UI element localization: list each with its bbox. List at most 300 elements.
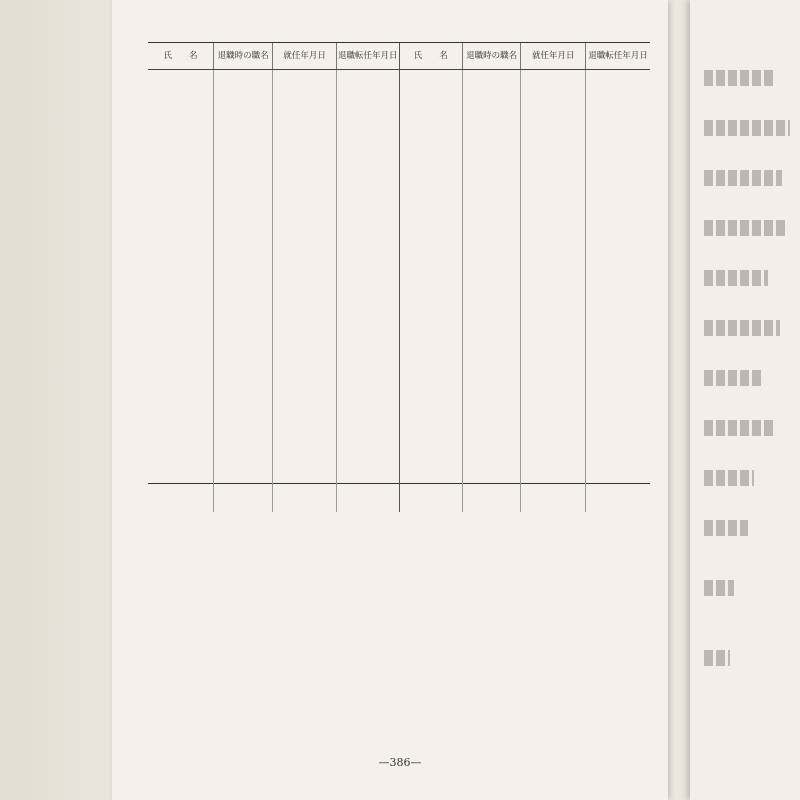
table-cell — [336, 470, 398, 484]
table-cell — [336, 429, 398, 443]
table-cell — [399, 263, 462, 277]
table-cell — [462, 194, 521, 208]
table-cell — [462, 222, 521, 236]
table-cell — [273, 470, 336, 484]
table-cell — [148, 387, 214, 401]
table-cell — [462, 263, 521, 277]
table-row — [148, 456, 399, 470]
table-cell — [462, 305, 521, 319]
table-cell — [462, 443, 521, 457]
table-cell — [462, 318, 521, 332]
table-cell — [214, 167, 273, 181]
table-cell — [148, 139, 214, 153]
table-cell — [585, 263, 650, 277]
column-header: 氏 名 — [399, 43, 462, 70]
table-cell — [214, 222, 273, 236]
table-cell — [462, 70, 521, 84]
table-cell — [273, 70, 336, 84]
table-cell — [214, 387, 273, 401]
table-cell — [521, 291, 586, 305]
table-cell — [148, 180, 214, 194]
table-cell — [148, 456, 214, 470]
table-cell — [399, 194, 462, 208]
table-cell — [336, 125, 398, 139]
column-header: 就任年月日 — [521, 43, 586, 70]
staff-table-right — [399, 43, 650, 512]
table-row — [399, 153, 650, 167]
table-cell — [336, 208, 398, 222]
table-cell — [399, 291, 462, 305]
table-cell — [148, 415, 214, 429]
table-cell — [214, 208, 273, 222]
table-cell — [148, 208, 214, 222]
table-cell — [399, 208, 462, 222]
table-row — [399, 401, 650, 415]
table-cell — [336, 443, 398, 457]
table-cell — [399, 360, 462, 374]
table-cell — [462, 139, 521, 153]
table-cell — [585, 305, 650, 319]
table-row — [148, 208, 399, 222]
table-cell — [214, 360, 273, 374]
table-cell — [214, 84, 273, 98]
table-cell — [336, 360, 398, 374]
table-cell — [148, 111, 214, 125]
table-cell — [462, 429, 521, 443]
adjacent-page-text — [690, 0, 800, 800]
table-row — [148, 84, 399, 98]
table-cell — [399, 222, 462, 236]
table-cell — [214, 70, 273, 84]
table-row — [148, 153, 399, 167]
table-cell — [462, 98, 521, 112]
table-cell — [148, 291, 214, 305]
table-cell — [585, 180, 650, 194]
table-row — [399, 456, 650, 470]
table-cell — [148, 332, 214, 346]
table-cell — [273, 291, 336, 305]
table-row — [399, 236, 650, 250]
table-row — [148, 470, 399, 484]
table-cell — [585, 318, 650, 332]
table-cell — [273, 456, 336, 470]
staff-table-left — [148, 43, 399, 512]
table-cell — [273, 374, 336, 388]
table-cell — [462, 346, 521, 360]
table-cell — [336, 401, 398, 415]
table-cell — [273, 111, 336, 125]
table-row — [399, 415, 650, 429]
table-cell — [521, 236, 586, 250]
table-cell — [585, 249, 650, 263]
table-row — [148, 443, 399, 457]
table-cell — [273, 263, 336, 277]
table-row — [399, 332, 650, 346]
table-cell — [399, 415, 462, 429]
table-header-row — [399, 43, 650, 70]
table-cell — [273, 318, 336, 332]
table-cell — [336, 277, 398, 291]
table-cell — [521, 98, 586, 112]
table-cell — [521, 332, 586, 346]
table-row — [148, 291, 399, 305]
table-cell — [521, 139, 586, 153]
table-cell — [148, 249, 214, 263]
table-cell — [462, 153, 521, 167]
table-cell — [399, 153, 462, 167]
table-cell — [214, 456, 273, 470]
table-cell — [399, 318, 462, 332]
table-row — [399, 498, 650, 512]
table-cell — [273, 84, 336, 98]
table-cell — [214, 443, 273, 457]
table-cell — [585, 374, 650, 388]
table-cell — [462, 208, 521, 222]
table-row — [399, 167, 650, 181]
table-cell — [214, 111, 273, 125]
table-cell — [585, 236, 650, 250]
table-row — [148, 236, 399, 250]
table-cell — [521, 498, 586, 512]
table-cell — [214, 498, 273, 512]
table-cell — [336, 111, 398, 125]
table-cell — [585, 125, 650, 139]
table-cell — [214, 415, 273, 429]
page-number: —386— — [378, 756, 422, 769]
table-cell — [585, 484, 650, 498]
table-cell — [462, 291, 521, 305]
table-cell — [399, 387, 462, 401]
table-cell — [399, 249, 462, 263]
table-cell — [521, 222, 586, 236]
table-cell — [214, 346, 273, 360]
table-cell — [399, 470, 462, 484]
table-cell — [273, 194, 336, 208]
table-cell — [214, 153, 273, 167]
table-cell — [399, 498, 462, 512]
table-cell — [462, 249, 521, 263]
table-cell — [273, 498, 336, 512]
table-row — [148, 222, 399, 236]
table-row — [399, 305, 650, 319]
table-row — [148, 277, 399, 291]
table-cell — [214, 291, 273, 305]
table-cell — [148, 374, 214, 388]
table-cell — [336, 415, 398, 429]
table-row — [399, 139, 650, 153]
table-row — [148, 332, 399, 346]
table-cell — [521, 208, 586, 222]
table-row — [148, 125, 399, 139]
table-cell — [462, 484, 521, 498]
table-cell — [214, 318, 273, 332]
table-cell — [148, 125, 214, 139]
table-row — [148, 70, 399, 84]
table-row — [399, 98, 650, 112]
table-cell — [273, 249, 336, 263]
table-cell — [399, 429, 462, 443]
table-row — [399, 222, 650, 236]
table-cell — [273, 125, 336, 139]
table-cell — [521, 470, 586, 484]
table-row — [399, 484, 650, 498]
table-cell — [462, 332, 521, 346]
table-row — [399, 291, 650, 305]
table-cell — [336, 70, 398, 84]
table-cell — [585, 111, 650, 125]
column-header: 退職時の職名 — [214, 43, 273, 70]
table-cell — [521, 125, 586, 139]
table-cell — [148, 360, 214, 374]
table-cell — [214, 305, 273, 319]
table-cell — [214, 401, 273, 415]
table-cell — [399, 139, 462, 153]
table-cell — [521, 387, 586, 401]
table-cell — [399, 84, 462, 98]
table-cell — [273, 401, 336, 415]
table-cell — [273, 236, 336, 250]
table-cell — [336, 194, 398, 208]
table-cell — [462, 470, 521, 484]
table-cell — [585, 70, 650, 84]
table-row — [399, 374, 650, 388]
table-row — [148, 498, 399, 512]
table-cell — [273, 208, 336, 222]
table-cell — [336, 346, 398, 360]
table-cell — [399, 111, 462, 125]
table-cell — [214, 249, 273, 263]
table-cell — [214, 139, 273, 153]
table-cell — [521, 456, 586, 470]
table-cell — [148, 305, 214, 319]
table-cell — [585, 84, 650, 98]
table-cell — [585, 98, 650, 112]
table-cell — [399, 70, 462, 84]
table-cell — [399, 346, 462, 360]
table-cell — [585, 277, 650, 291]
table-cell — [521, 401, 586, 415]
table-cell — [521, 84, 586, 98]
table-cell — [214, 125, 273, 139]
table-cell — [521, 346, 586, 360]
table-cell — [399, 374, 462, 388]
table-cell — [521, 429, 586, 443]
staff-register-tables — [148, 42, 650, 484]
table-cell — [585, 222, 650, 236]
table-cell — [273, 443, 336, 457]
table-row — [148, 429, 399, 443]
table-cell — [148, 318, 214, 332]
table-cell — [585, 498, 650, 512]
table-cell — [585, 387, 650, 401]
table-cell — [148, 153, 214, 167]
table-cell — [336, 498, 398, 512]
table-row — [399, 443, 650, 457]
table-row — [399, 318, 650, 332]
table-cell — [336, 332, 398, 346]
table-cell — [336, 318, 398, 332]
table-cell — [336, 153, 398, 167]
column-header: 退職転任年月日 — [585, 43, 650, 70]
table-row — [148, 167, 399, 181]
table-cell — [399, 443, 462, 457]
table-cell — [462, 125, 521, 139]
table-cell — [462, 180, 521, 194]
table-cell — [148, 263, 214, 277]
table-cell — [521, 305, 586, 319]
table-cell — [462, 111, 521, 125]
table-cell — [214, 236, 273, 250]
table-cell — [214, 429, 273, 443]
table-row — [148, 374, 399, 388]
table-cell — [399, 98, 462, 112]
table-row — [148, 180, 399, 194]
table-cell — [148, 429, 214, 443]
table-row — [399, 429, 650, 443]
table-cell — [336, 180, 398, 194]
left-margin — [0, 0, 115, 800]
table-cell — [273, 305, 336, 319]
table-row — [148, 194, 399, 208]
table-cell — [521, 443, 586, 457]
table-cell — [585, 346, 650, 360]
table-cell — [462, 456, 521, 470]
table-row — [399, 277, 650, 291]
table-cell — [273, 139, 336, 153]
table-row — [399, 194, 650, 208]
table-cell — [148, 222, 214, 236]
table-cell — [521, 111, 586, 125]
table-cell — [273, 167, 336, 181]
table-cell — [273, 415, 336, 429]
table-cell — [521, 153, 586, 167]
column-header: 氏 名 — [148, 43, 214, 70]
table-cell — [148, 443, 214, 457]
table-cell — [336, 139, 398, 153]
table-cell — [399, 236, 462, 250]
table-row — [399, 84, 650, 98]
table-cell — [148, 401, 214, 415]
table-cell — [148, 236, 214, 250]
table-cell — [273, 360, 336, 374]
table-cell — [399, 167, 462, 181]
table-cell — [462, 401, 521, 415]
table-row — [148, 484, 399, 498]
table-row — [148, 111, 399, 125]
table-cell — [585, 401, 650, 415]
table-cell — [585, 470, 650, 484]
table-cell — [462, 84, 521, 98]
table-cell — [521, 484, 586, 498]
table-cell — [521, 415, 586, 429]
table-row — [399, 346, 650, 360]
table-cell — [336, 236, 398, 250]
table-cell — [148, 167, 214, 181]
table-cell — [336, 263, 398, 277]
table-cell — [336, 291, 398, 305]
table-cell — [462, 374, 521, 388]
table-cell — [585, 360, 650, 374]
table-cell — [214, 98, 273, 112]
table-cell — [336, 249, 398, 263]
table-cell — [336, 387, 398, 401]
table-row — [148, 346, 399, 360]
table-cell — [521, 263, 586, 277]
table-cell — [273, 429, 336, 443]
table-cell — [336, 84, 398, 98]
table-cell — [336, 98, 398, 112]
table-cell — [399, 401, 462, 415]
table-cell — [399, 125, 462, 139]
table-cell — [462, 415, 521, 429]
table-cell — [214, 484, 273, 498]
table-row — [399, 470, 650, 484]
table-row — [148, 401, 399, 415]
table-row — [399, 70, 650, 84]
table-row — [148, 415, 399, 429]
table-cell — [148, 98, 214, 112]
table-cell — [585, 443, 650, 457]
table-cell — [273, 153, 336, 167]
table-cell — [521, 249, 586, 263]
table-cell — [585, 167, 650, 181]
table-cell — [585, 415, 650, 429]
table-cell — [399, 305, 462, 319]
table-cell — [399, 277, 462, 291]
table-cell — [273, 387, 336, 401]
table-row — [399, 387, 650, 401]
table-cell — [585, 139, 650, 153]
table-cell — [148, 470, 214, 484]
table-cell — [521, 277, 586, 291]
table-cell — [585, 429, 650, 443]
table-cell — [462, 360, 521, 374]
column-header: 退職時の職名 — [462, 43, 521, 70]
table-cell — [273, 277, 336, 291]
table-cell — [148, 277, 214, 291]
table-row — [399, 180, 650, 194]
table-cell — [214, 277, 273, 291]
table-row — [399, 125, 650, 139]
table-row — [148, 263, 399, 277]
table-cell — [585, 194, 650, 208]
table-cell — [462, 167, 521, 181]
table-cell — [462, 277, 521, 291]
table-cell — [336, 484, 398, 498]
table-row — [399, 208, 650, 222]
table-cell — [585, 208, 650, 222]
table-cell — [148, 194, 214, 208]
table-cell — [521, 374, 586, 388]
table-row — [399, 249, 650, 263]
table-row — [148, 305, 399, 319]
table-cell — [336, 374, 398, 388]
table-cell — [148, 498, 214, 512]
table-cell — [273, 484, 336, 498]
table-cell — [214, 470, 273, 484]
table-header-row — [148, 43, 399, 70]
table-row — [148, 139, 399, 153]
table-row — [148, 318, 399, 332]
table-cell — [521, 167, 586, 181]
table-cell — [336, 456, 398, 470]
table-cell — [273, 346, 336, 360]
table-row — [399, 263, 650, 277]
table-cell — [148, 346, 214, 360]
table-cell — [521, 70, 586, 84]
table-row — [399, 111, 650, 125]
table-row — [148, 387, 399, 401]
